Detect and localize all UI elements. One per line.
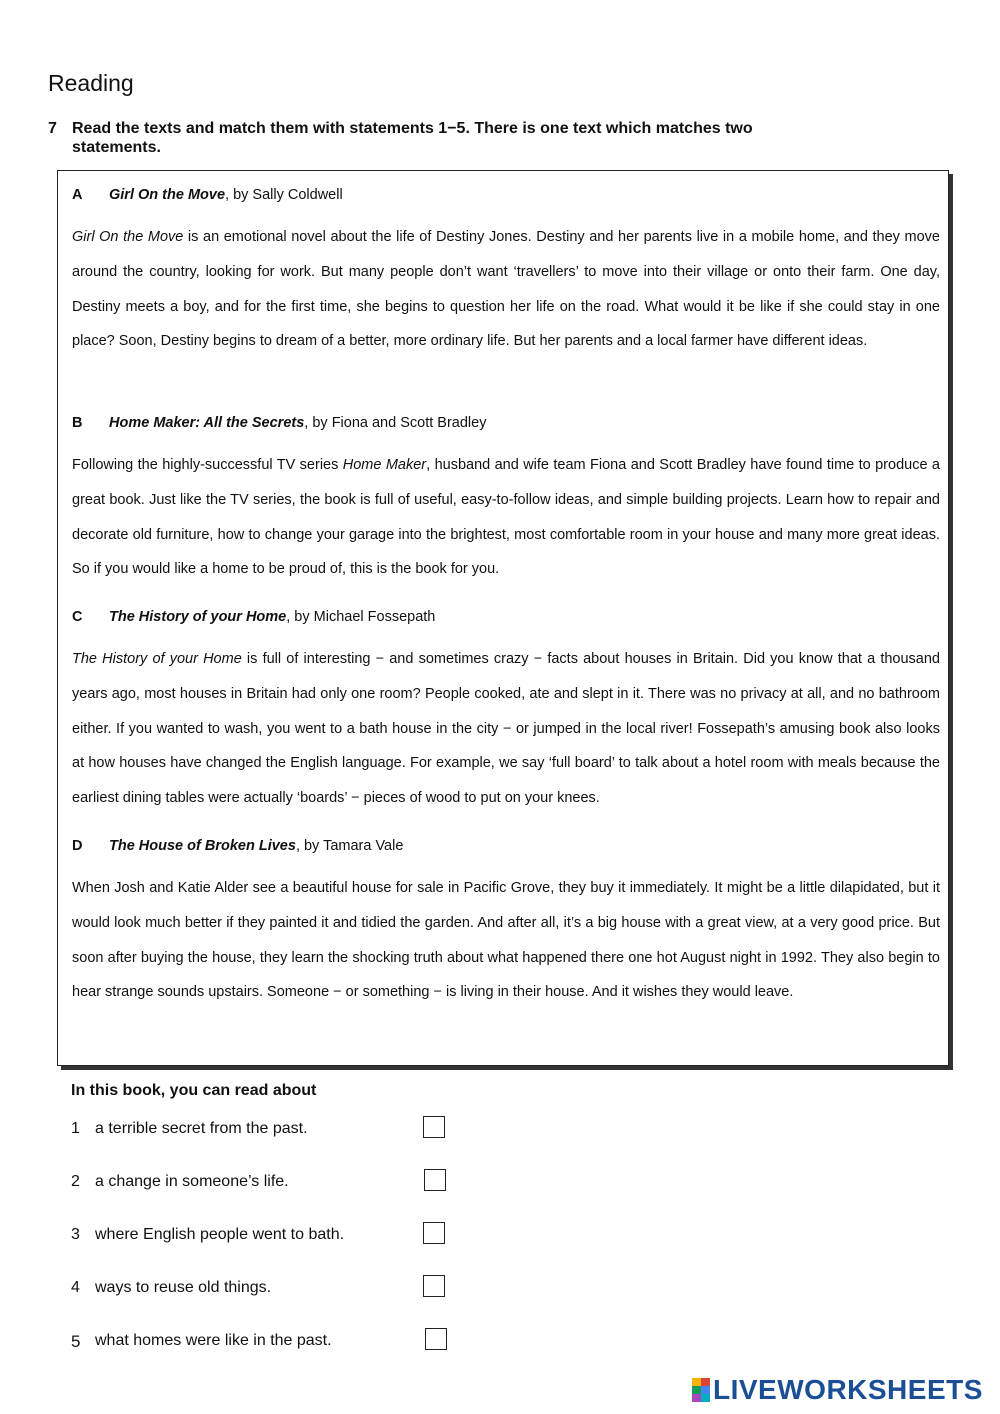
book-author: , by Michael Fossepath: [286, 609, 436, 625]
answer-box[interactable]: [424, 1169, 446, 1191]
book-text: When Josh and Katie Alder see a beautiful house for sale in Pacific Grove, they buy it immediately. It might be a little dilapidated, but it would look much better if they painted it and tidied the garden. And after all, it’s a big house with a great view, at a very good price. But soon after buying the house, they learn the shocking truth about what happened there one hot August night in 1992. They also begin to hear strange sounds upstairs. Someone − or something − is living in their house. And it wishes they would leave.: [72, 880, 940, 1001]
statement-row: [71, 1169, 491, 1199]
book-author: , by Tamara Vale: [295, 838, 404, 854]
section-title: Reading: [48, 70, 134, 96]
answer-box[interactable]: [423, 1222, 445, 1244]
statement-number: 1: [71, 1120, 80, 1137]
texts-box: [57, 170, 949, 1066]
book-letter: C: [72, 609, 83, 625]
book-title: Home Maker: All the Secrets: [109, 415, 305, 431]
task-text: Read the texts and match them with statements 1−5. There is one text which matches two statements.: [72, 120, 753, 156]
book-title: The House of Broken Lives: [109, 838, 296, 854]
book-text: Girl On the Move is an emotional novel about the life of Destiny Jones. Destiny and her parents live in a mobile home, and they move around the country, looking for work. But many people don’t want ‘travellers’ to move into their village or onto their farm. One day, Destiny meets a boy, and for the first time, she begins to question her life on the road. What would it be like if she could stay in one place? Soon, Destiny begins to dream of a better, more ordinary life. But her parents and a local farmer have different ideas.: [72, 229, 940, 350]
book-c: [72, 607, 940, 816]
book-letter: A: [72, 187, 83, 203]
book-heading: [72, 836, 940, 856]
statements-section: [71, 1080, 491, 1351]
statement-text: ways to reuse old things.: [95, 1279, 272, 1296]
book-title: Girl On the Move: [109, 187, 226, 203]
task-instruction: [48, 119, 808, 157]
statement-number: 2: [71, 1173, 80, 1190]
answer-box[interactable]: [425, 1328, 447, 1350]
statement-text: what homes were like in the past.: [95, 1332, 332, 1349]
statements-header: In this book, you can read about: [71, 1082, 317, 1099]
book-heading: [72, 185, 940, 205]
book-letter: D: [72, 838, 83, 854]
answer-box[interactable]: [423, 1116, 445, 1138]
book-letter: B: [72, 415, 83, 431]
statement-row: [71, 1116, 491, 1146]
statement-text: a change in someone’s life.: [95, 1173, 289, 1190]
book-title: The History of your Home: [109, 609, 287, 625]
book-d: [72, 836, 940, 1010]
book-title-inline: The History of your Home: [72, 651, 242, 667]
statement-row: [71, 1275, 491, 1305]
book-heading: [72, 413, 940, 433]
liveworksheets-logo: [692, 1374, 983, 1406]
book-text: Following the highly-successful TV series Home Maker, husband and wife team Fiona and Scott Bradley have found time to produce a great book. Just like the TV series, the book is full of useful, easy-to-follow ideas, and simple building projects. Learn how to repair and decorate old furniture, how to change your garage into the brightest, most comfortable room in your house and many more great ideas. So if you would like a home to be proud of, this is the book for you.: [72, 457, 940, 578]
statement-number: 3: [71, 1226, 80, 1243]
statement-number: 5: [71, 1332, 81, 1351]
statement-row: [71, 1328, 491, 1358]
logo-text: LIVEWORKSHEETS: [713, 1374, 983, 1405]
statement-number: 4: [71, 1279, 80, 1296]
statement-text: where English people went to bath.: [95, 1226, 345, 1243]
task-number: 7: [48, 120, 57, 137]
answer-box[interactable]: [423, 1275, 445, 1297]
statement-row: [71, 1222, 491, 1252]
book-title-inline: Home Maker: [342, 457, 427, 473]
book-b: [72, 413, 940, 587]
book-a: [72, 185, 940, 359]
book-heading: [72, 607, 940, 627]
statement-text: a terrible secret from the past.: [95, 1120, 308, 1137]
book-title-inline: Girl On the Move: [72, 229, 184, 245]
logo-icon: [692, 1378, 710, 1402]
book-text: The History of your Home is full of interesting − and sometimes crazy − facts about houses in Britain. Did you know that a thousand years ago, most houses in Britain had only one room? People cooked, ate and slept in it. There was no privacy at all, and no bathroom either. If you wanted to wash, you went to a bath house in the city − or jumped in the local river! Fossepath’s amusing book also looks at how houses have changed the English language. For example, we say ‘full board’ to talk about a hotel room with meals because the earliest dining tables were actually ‘boards’ − pieces of wood to put on your knees.: [72, 651, 940, 807]
book-author: , by Sally Coldwell: [225, 187, 343, 203]
book-author: , by Fiona and Scott Bradley: [304, 415, 487, 431]
